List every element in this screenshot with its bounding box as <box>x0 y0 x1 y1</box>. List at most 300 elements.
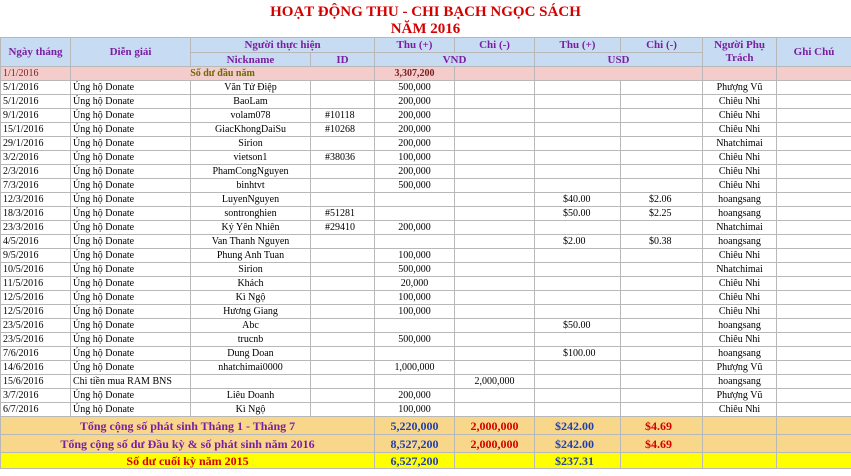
cell-vnd-in[interactable]: 100,000 <box>375 151 455 165</box>
cell-date[interactable]: 12/3/2016 <box>1 193 71 207</box>
cell-date[interactable]: 12/5/2016 <box>1 305 71 319</box>
cell-usd-in[interactable] <box>535 221 621 235</box>
cell-usd-in[interactable] <box>535 179 621 193</box>
cell-date[interactable]: 23/3/2016 <box>1 221 71 235</box>
cell-description[interactable]: Ủng hộ Donate <box>71 193 191 207</box>
cell-description[interactable]: Ủng hộ Donate <box>71 347 191 361</box>
cell-usd-in[interactable]: $40.00 <box>535 193 621 207</box>
table-row <box>1 165 851 179</box>
cell-note[interactable] <box>777 109 851 123</box>
cell-date[interactable]: 7/3/2016 <box>1 179 71 193</box>
table-row <box>1 263 851 277</box>
cell-description[interactable]: Ủng hộ Donate <box>71 389 191 403</box>
cell-usd-out[interactable] <box>621 319 703 333</box>
cell-id[interactable] <box>311 263 375 277</box>
cell-nickname[interactable]: Van Thanh Nguyen <box>191 235 311 249</box>
cell-nickname[interactable]: trucnb <box>191 333 311 347</box>
cell-nickname[interactable]: sontronghien <box>191 207 311 221</box>
cell-id[interactable] <box>311 277 375 291</box>
cell-note[interactable] <box>777 179 851 193</box>
cell-vnd-out[interactable] <box>455 277 535 291</box>
table-row <box>1 361 851 375</box>
cell-usd-in[interactable]: $50.00 <box>535 207 621 221</box>
summary-total-vnd-out[interactable]: 2,000,000 <box>455 435 535 453</box>
cell-usd-in[interactable] <box>535 95 621 109</box>
cell-date[interactable]: 3/2/2016 <box>1 151 71 165</box>
cell-description[interactable]: Ủng hộ Donate <box>71 151 191 165</box>
cell-id[interactable] <box>311 375 375 389</box>
cell-description[interactable]: Ủng hộ Donate <box>71 95 191 109</box>
cell-description[interactable]: Ủng hộ Donate <box>71 403 191 417</box>
cell-vnd-in[interactable] <box>375 207 455 221</box>
cell-note[interactable] <box>777 389 851 403</box>
cell-person[interactable]: Chiêu Nhi <box>703 109 777 123</box>
cell-person[interactable]: Nhatchimai <box>703 263 777 277</box>
cell-vnd-out[interactable] <box>455 137 535 151</box>
table-row <box>1 193 851 207</box>
cell-vnd-out[interactable] <box>455 207 535 221</box>
cell-nickname[interactable]: Khách <box>191 277 311 291</box>
header-in-usd[interactable]: Thu (+) <box>535 38 621 53</box>
cell-person[interactable]: Chiêu Nhi <box>703 95 777 109</box>
table-row <box>1 347 851 361</box>
summary-total-row <box>1 435 851 453</box>
header-in-vnd[interactable]: Thu (+) <box>375 38 455 53</box>
cell-vnd-out[interactable] <box>455 389 535 403</box>
cell-person[interactable]: Phượng Vũ <box>703 389 777 403</box>
cell-vnd-in[interactable]: 200,000 <box>375 221 455 235</box>
cell-note[interactable] <box>777 249 851 263</box>
cell-vnd-in[interactable]: 200,000 <box>375 95 455 109</box>
cell-person[interactable]: Chiêu Nhi <box>703 151 777 165</box>
cell-usd-out[interactable] <box>621 277 703 291</box>
cell-usd-out[interactable] <box>621 109 703 123</box>
cell-date[interactable]: 5/1/2016 <box>1 95 71 109</box>
cell-date[interactable]: 23/5/2016 <box>1 319 71 333</box>
cell-person[interactable]: Chiêu Nhi <box>703 403 777 417</box>
cell-vnd-out[interactable] <box>455 403 535 417</box>
cell-vnd-out[interactable] <box>455 81 535 95</box>
cell-description[interactable]: Ủng hộ Donate <box>71 81 191 95</box>
cell-date[interactable]: 15/6/2016 <box>1 375 71 389</box>
cell-vnd-in[interactable]: 200,000 <box>375 389 455 403</box>
cell-usd-out[interactable] <box>621 179 703 193</box>
cell-note[interactable] <box>777 333 851 347</box>
cell-id[interactable] <box>311 137 375 151</box>
table-row <box>1 207 851 221</box>
cell-id[interactable] <box>311 347 375 361</box>
cell-vnd-out[interactable] <box>455 291 535 305</box>
cell-description[interactable]: Chi tiền mua RAM BNS <box>71 375 191 389</box>
cell-vnd-out[interactable] <box>455 151 535 165</box>
cell-usd-out[interactable] <box>621 81 703 95</box>
cell-vnd-out[interactable] <box>455 193 535 207</box>
table-row <box>1 305 851 319</box>
header-note[interactable]: Ghi Chú <box>777 38 851 67</box>
table-row <box>1 277 851 291</box>
table-row <box>1 81 851 95</box>
cell-usd-in[interactable] <box>535 151 621 165</box>
cell-vnd-out[interactable] <box>455 361 535 375</box>
cell-person[interactable]: Nhatchimai <box>703 221 777 235</box>
table-row <box>1 235 851 249</box>
cell-nickname[interactable]: Abc <box>191 319 311 333</box>
cell-usd-out[interactable] <box>621 263 703 277</box>
cell-vnd-out[interactable] <box>455 123 535 137</box>
cell-id[interactable]: #38036 <box>311 151 375 165</box>
closing-usd[interactable]: $237.31 <box>535 453 621 469</box>
summary-period-row <box>1 417 851 435</box>
table-row <box>1 123 851 137</box>
cell-vnd-in[interactable] <box>375 375 455 389</box>
cell-usd-out[interactable]: $0.38 <box>621 235 703 249</box>
cell-date[interactable]: 9/5/2016 <box>1 249 71 263</box>
cell-nickname[interactable]: Hương Giang <box>191 305 311 319</box>
closing-label[interactable]: Số dư cuối kỳ năm 2015 <box>1 453 375 469</box>
cell-person[interactable]: Chiêu Nhi <box>703 179 777 193</box>
cell-vnd-in[interactable] <box>375 193 455 207</box>
cell-description[interactable]: Ủng hộ Donate <box>71 249 191 263</box>
cell-usd-out[interactable] <box>621 151 703 165</box>
cell-nickname[interactable]: Dung Doan <box>191 347 311 361</box>
cell-description[interactable]: Ủng hộ Donate <box>71 333 191 347</box>
cell-description[interactable]: Ủng hộ Donate <box>71 277 191 291</box>
cell-description[interactable]: Ủng hộ Donate <box>71 305 191 319</box>
cell-id[interactable] <box>311 361 375 375</box>
cell-date[interactable]: 23/5/2016 <box>1 333 71 347</box>
cell-usd-in[interactable] <box>535 403 621 417</box>
cell-usd-in[interactable] <box>535 165 621 179</box>
cell-id[interactable] <box>311 95 375 109</box>
cell-id[interactable] <box>311 305 375 319</box>
cell-id[interactable]: #10118 <box>311 109 375 123</box>
table-row <box>1 249 851 263</box>
cell-nickname[interactable]: Kì Ngộ <box>191 403 311 417</box>
cell-description[interactable]: Ủng hộ Donate <box>71 263 191 277</box>
cell-date[interactable]: 14/6/2016 <box>1 361 71 375</box>
summary-total-label[interactable]: Tổng cộng số dư Đầu kỳ & số phát sinh năm 2016 <box>1 435 375 453</box>
cell-vnd-out[interactable] <box>455 109 535 123</box>
cell-usd-out[interactable]: $2.06 <box>621 193 703 207</box>
cell-usd-out[interactable]: $2.25 <box>621 207 703 221</box>
cell-date[interactable]: 15/1/2016 <box>1 123 71 137</box>
cell-usd-in[interactable]: $2.00 <box>535 235 621 249</box>
cell-note[interactable] <box>777 123 851 137</box>
cell-description[interactable]: Ủng hộ Donate <box>71 165 191 179</box>
header-date[interactable]: Ngày tháng <box>1 38 71 67</box>
cell-person[interactable]: Nhatchimai <box>703 137 777 151</box>
cell-id[interactable] <box>311 81 375 95</box>
cell-date[interactable]: 4/5/2016 <box>1 235 71 249</box>
cell-usd-out[interactable] <box>621 165 703 179</box>
cell-date[interactable]: 3/7/2016 <box>1 389 71 403</box>
cell-description[interactable]: Ủng hộ Donate <box>71 137 191 151</box>
cell-id[interactable]: #29410 <box>311 221 375 235</box>
table-row <box>1 221 851 235</box>
cell-date[interactable]: 6/7/2016 <box>1 403 71 417</box>
cell-nickname[interactable]: Kỷ Yên Nhiên <box>191 221 311 235</box>
cell-note[interactable] <box>777 263 851 277</box>
cell-usd-out[interactable] <box>621 389 703 403</box>
cell-nickname[interactable]: volam078 <box>191 109 311 123</box>
cell-usd-in[interactable] <box>535 333 621 347</box>
cell-person[interactable]: Phượng Vũ <box>703 81 777 95</box>
cell-description[interactable]: Ủng hộ Donate <box>71 235 191 249</box>
cell-vnd-out[interactable] <box>455 347 535 361</box>
cell-note[interactable] <box>777 347 851 361</box>
cell-description[interactable]: Ủng hộ Donate <box>71 319 191 333</box>
cell-person[interactable]: hoangsang <box>703 319 777 333</box>
table-row <box>1 109 851 123</box>
cell-date[interactable]: 11/5/2016 <box>1 277 71 291</box>
cell-date[interactable]: 29/1/2016 <box>1 137 71 151</box>
cell-vnd-in[interactable]: 200,000 <box>375 109 455 123</box>
cell-date[interactable]: 5/1/2016 <box>1 81 71 95</box>
opening-vnd[interactable]: 3,307,200 <box>375 67 455 81</box>
cell-nickname[interactable]: GiacKhongDaiSu <box>191 123 311 137</box>
cell-note[interactable] <box>777 151 851 165</box>
cell-person[interactable]: hoangsang <box>703 207 777 221</box>
cell-description[interactable]: Ủng hộ Donate <box>71 179 191 193</box>
cell-vnd-out[interactable] <box>455 305 535 319</box>
cell-vnd-in[interactable] <box>375 347 455 361</box>
header-nickname[interactable]: Nickname <box>191 53 311 67</box>
cell-description[interactable]: Ủng hộ Donate <box>71 291 191 305</box>
cell-usd-out[interactable] <box>621 291 703 305</box>
cell-usd-in[interactable] <box>535 389 621 403</box>
cell-vnd-in[interactable]: 1,000,000 <box>375 361 455 375</box>
table-row <box>1 403 851 417</box>
cell-nickname[interactable]: BaoLam <box>191 95 311 109</box>
cell-nickname[interactable]: PhamCongNguyen <box>191 165 311 179</box>
cell-usd-in[interactable] <box>535 137 621 151</box>
cell-person[interactable]: hoangsang <box>703 375 777 389</box>
cell-date[interactable]: 12/5/2016 <box>1 291 71 305</box>
opening-label[interactable]: Số dư đầu năm <box>71 67 375 81</box>
cell-vnd-in[interactable]: 200,000 <box>375 137 455 151</box>
header-out-usd[interactable]: Chi (-) <box>621 38 703 53</box>
cell-person[interactable]: Chiêu Nhi <box>703 305 777 319</box>
cell-usd-out[interactable] <box>621 249 703 263</box>
cell-id[interactable] <box>311 179 375 193</box>
cell-description[interactable]: Ủng hộ Donate <box>71 207 191 221</box>
header-vnd[interactable]: VND <box>375 53 535 67</box>
cell-vnd-in[interactable]: 20,000 <box>375 277 455 291</box>
cell-vnd-in[interactable]: 500,000 <box>375 179 455 193</box>
cell-vnd-in[interactable]: 200,000 <box>375 165 455 179</box>
cell-description[interactable]: Ủng hộ Donate <box>71 361 191 375</box>
cell-vnd-in[interactable] <box>375 235 455 249</box>
cell-vnd-out[interactable] <box>455 319 535 333</box>
cell-vnd-out[interactable] <box>455 165 535 179</box>
cell-usd-out[interactable] <box>621 403 703 417</box>
cell-id[interactable] <box>311 235 375 249</box>
table-row <box>1 151 851 165</box>
header-performer[interactable]: Người thực hiện <box>191 38 375 53</box>
cell-id[interactable]: #51281 <box>311 207 375 221</box>
cell-date[interactable]: 7/6/2016 <box>1 347 71 361</box>
cell-nickname[interactable]: Sirion <box>191 137 311 151</box>
summary-period-label[interactable]: Tổng cộng số phát sinh Tháng 1 - Tháng 7 <box>1 417 375 435</box>
cell-description[interactable]: Ủng hộ Donate <box>71 123 191 137</box>
header-row-1 <box>1 38 851 53</box>
cell-usd-in[interactable] <box>535 291 621 305</box>
cell-note[interactable] <box>777 137 851 151</box>
cell-id[interactable] <box>311 193 375 207</box>
cell-description[interactable]: Ủng hộ Donate <box>71 221 191 235</box>
cell-date[interactable]: 2/3/2016 <box>1 165 71 179</box>
cell-id[interactable] <box>311 403 375 417</box>
cell-vnd-out[interactable] <box>455 333 535 347</box>
cell-vnd-in[interactable] <box>375 319 455 333</box>
cell-usd-in[interactable] <box>535 305 621 319</box>
cell-note[interactable] <box>777 361 851 375</box>
opening-date[interactable]: 1/1/2016 <box>1 67 71 81</box>
cell-usd-in[interactable] <box>535 81 621 95</box>
cell-id[interactable] <box>311 249 375 263</box>
cell-usd-out[interactable] <box>621 95 703 109</box>
cell-nickname[interactable]: Phung Anh Tuan <box>191 249 311 263</box>
cell-person[interactable]: Chiêu Nhi <box>703 123 777 137</box>
summary-total-usd-in[interactable]: $242.00 <box>535 435 621 453</box>
table-row <box>1 389 851 403</box>
cell-id[interactable] <box>311 319 375 333</box>
cell-usd-in[interactable] <box>535 263 621 277</box>
cell-person[interactable]: Chiêu Nhi <box>703 249 777 263</box>
cell-usd-out[interactable] <box>621 123 703 137</box>
cell-person[interactable]: Chiêu Nhi <box>703 165 777 179</box>
cell-note[interactable] <box>777 221 851 235</box>
cell-usd-out[interactable] <box>621 333 703 347</box>
cell-nickname[interactable]: Sirion <box>191 263 311 277</box>
summary-total-vnd-in[interactable]: 8,527,200 <box>375 435 455 453</box>
cell-note[interactable] <box>777 291 851 305</box>
cell-date[interactable]: 10/5/2016 <box>1 263 71 277</box>
table-row <box>1 291 851 305</box>
cell-usd-in[interactable]: $50.00 <box>535 319 621 333</box>
cell-vnd-in[interactable]: 100,000 <box>375 249 455 263</box>
sheet-year: NĂM 2016 <box>390 21 461 37</box>
cell-person[interactable]: Chiêu Nhi <box>703 277 777 291</box>
header-person[interactable]: Người Phụ Trách <box>703 38 777 67</box>
table-row <box>1 319 851 333</box>
cell-id[interactable] <box>311 291 375 305</box>
cell-vnd-out[interactable] <box>455 263 535 277</box>
cell-person[interactable]: Chiêu Nhi <box>703 333 777 347</box>
cell-usd-out[interactable] <box>621 347 703 361</box>
cell-usd-out[interactable] <box>621 375 703 389</box>
cell-note[interactable] <box>777 319 851 333</box>
cell-note[interactable] <box>777 193 851 207</box>
summary-period-usd-out[interactable]: $4.69 <box>621 417 703 435</box>
cell-person[interactable]: Phượng Vũ <box>703 361 777 375</box>
cell-id[interactable]: #10268 <box>311 123 375 137</box>
table-row <box>1 95 851 109</box>
cell-vnd-in[interactable]: 200,000 <box>375 123 455 137</box>
cell-usd-out[interactable] <box>621 137 703 151</box>
cell-vnd-out[interactable] <box>455 179 535 193</box>
cell-nickname[interactable]: binhtvt <box>191 179 311 193</box>
header-id[interactable]: ID <box>311 53 375 67</box>
cell-description[interactable]: Ủng hộ Donate <box>71 109 191 123</box>
cell-note[interactable] <box>777 207 851 221</box>
cell-usd-in[interactable] <box>535 375 621 389</box>
cell-person[interactable]: hoangsang <box>703 235 777 249</box>
cell-vnd-out[interactable] <box>455 221 535 235</box>
cell-vnd-in[interactable]: 500,000 <box>375 333 455 347</box>
cell-note[interactable] <box>777 81 851 95</box>
summary-period-vnd-in[interactable]: 5,220,000 <box>375 417 455 435</box>
opening-balance-row <box>1 67 851 81</box>
cell-person[interactable]: Chiêu Nhi <box>703 291 777 305</box>
cell-vnd-in[interactable]: 500,000 <box>375 263 455 277</box>
cell-nickname[interactable]: vietson1 <box>191 151 311 165</box>
cell-usd-out[interactable] <box>621 305 703 319</box>
table-row <box>1 179 851 193</box>
cell-vnd-out[interactable] <box>455 249 535 263</box>
cell-nickname[interactable] <box>191 375 311 389</box>
cell-usd-in[interactable] <box>535 249 621 263</box>
cell-person[interactable]: hoangsang <box>703 347 777 361</box>
summary-period-usd-in[interactable]: $242.00 <box>535 417 621 435</box>
header-out-vnd[interactable]: Chi (-) <box>455 38 535 53</box>
cell-id[interactable] <box>311 165 375 179</box>
cell-date[interactable]: 9/1/2016 <box>1 109 71 123</box>
cell-note[interactable] <box>777 375 851 389</box>
cell-usd-in[interactable]: $100.00 <box>535 347 621 361</box>
cell-vnd-out[interactable] <box>455 95 535 109</box>
cell-usd-in[interactable] <box>535 277 621 291</box>
cell-vnd-in[interactable]: 100,000 <box>375 403 455 417</box>
header-usd[interactable]: USD <box>535 53 703 67</box>
cell-id[interactable] <box>311 333 375 347</box>
cell-id[interactable] <box>311 389 375 403</box>
cell-note[interactable] <box>777 95 851 109</box>
cell-nickname[interactable]: LuyenNguyen <box>191 193 311 207</box>
cell-nickname[interactable]: Liêu Doanh <box>191 389 311 403</box>
header-desc[interactable]: Diễn giải <box>71 38 191 67</box>
ledger-table <box>0 37 851 469</box>
cell-vnd-in[interactable]: 500,000 <box>375 81 455 95</box>
cell-nickname[interactable]: nhatchimai0000 <box>191 361 311 375</box>
cell-usd-out[interactable] <box>621 361 703 375</box>
summary-period-vnd-out[interactable]: 2,000,000 <box>455 417 535 435</box>
closing-vnd[interactable]: 6,527,200 <box>375 453 455 469</box>
cell-usd-in[interactable] <box>535 361 621 375</box>
cell-note[interactable] <box>777 235 851 249</box>
cell-vnd-out[interactable] <box>455 235 535 249</box>
cell-nickname[interactable]: Kì Ngộ <box>191 291 311 305</box>
cell-vnd-out[interactable]: 2,000,000 <box>455 375 535 389</box>
table-row <box>1 375 851 389</box>
summary-total-usd-out[interactable]: $4.69 <box>621 435 703 453</box>
cell-usd-in[interactable] <box>535 123 621 137</box>
table-row <box>1 333 851 347</box>
cell-date[interactable]: 18/3/2016 <box>1 207 71 221</box>
cell-note[interactable] <box>777 165 851 179</box>
cell-vnd-in[interactable]: 100,000 <box>375 305 455 319</box>
sheet-title: HOẠT ĐỘNG THU - CHI BẠCH NGỌC SÁCH <box>270 4 581 20</box>
cell-nickname[interactable]: Văn Tử Điệp <box>191 81 311 95</box>
cell-vnd-in[interactable]: 100,000 <box>375 291 455 305</box>
cell-usd-out[interactable] <box>621 221 703 235</box>
cell-person[interactable]: hoangsang <box>703 193 777 207</box>
closing-balance-row <box>1 453 851 469</box>
cell-note[interactable] <box>777 277 851 291</box>
cell-note[interactable] <box>777 305 851 319</box>
cell-note[interactable] <box>777 403 851 417</box>
cell-usd-in[interactable] <box>535 109 621 123</box>
